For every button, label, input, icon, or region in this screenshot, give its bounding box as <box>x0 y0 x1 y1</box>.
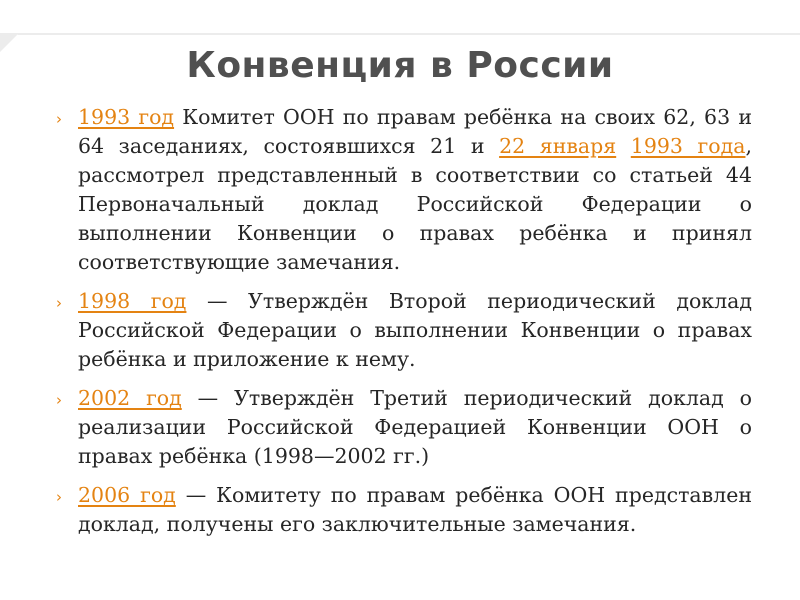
list-item-1993 <box>56 103 752 277</box>
link-1998-god[interactable]: 1998 год <box>78 289 187 313</box>
item-text: , рассмотрел представленный в соответствии со статьей 44 Первоначальный доклад Российской Федерации о выполнении Конвенции о правах ребёнка и принял соответствующие замечания. <box>78 134 752 274</box>
slide-title: Конвенция в России <box>186 45 614 86</box>
item-text <box>616 134 631 158</box>
list-item-2006 <box>56 481 752 539</box>
bullet-list <box>56 103 752 549</box>
link-2002-god[interactable]: 2002 год <box>78 386 182 410</box>
chevron-right-icon: › <box>56 488 62 506</box>
chevron-right-icon: › <box>56 294 62 312</box>
list-item-1998 <box>56 287 752 374</box>
chevron-right-icon: › <box>56 391 62 409</box>
item-text: Комитет ООН по правам ребёнка на своих 62, 63 и 64 заседаниях, состоявшихся 21 и <box>78 105 752 158</box>
list-item-2002 <box>56 384 752 471</box>
item-text: — Утверждён Второй периодический доклад Российской Федерации о выполнении Конвенции о правах ребёнка и приложение к нему. <box>78 289 752 371</box>
link-1993-god[interactable]: 1993 год <box>78 105 175 129</box>
chevron-right-icon: › <box>56 110 62 128</box>
link-2006-god[interactable]: 2006 год <box>78 483 176 507</box>
item-text: — Комитету по правам ребёнка ООН представлен доклад, получены его заключительные замечания. <box>78 483 752 536</box>
bottom-fade <box>0 578 800 600</box>
link-1993-goda[interactable]: 1993 года <box>630 134 746 158</box>
link-22-january[interactable]: 22 января <box>499 134 617 158</box>
item-text: — Утверждён Третий периодический доклад о реализации Российской Федерацией Конвенции ООН о правах ребёнка (1998—2002 гг.) <box>78 386 752 468</box>
